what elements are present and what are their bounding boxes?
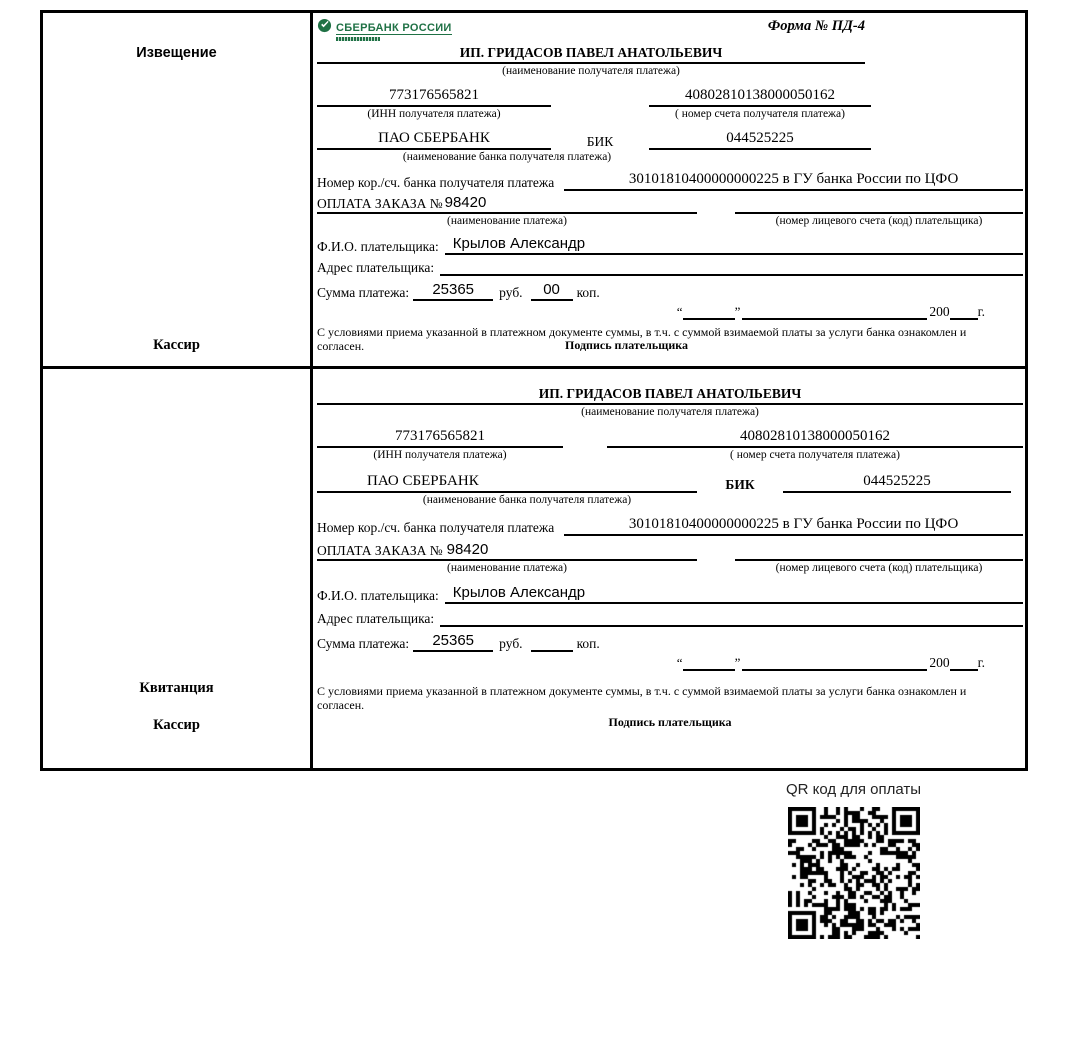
payer-address-label: Адрес плательщика:	[317, 611, 435, 626]
inn-caption: (ИНН получателя платежа)	[373, 449, 507, 461]
section-title: Извещение	[136, 45, 217, 61]
payer-address-value	[440, 257, 1023, 276]
sum-label: Сумма платежа:	[317, 285, 410, 300]
inn-account-row	[317, 86, 1023, 123]
payer-signature-label: Подпись плательщика	[565, 338, 688, 352]
recipient-caption: (наименование получателя платежа)	[581, 406, 759, 418]
month-line	[742, 669, 927, 671]
year-prefix: 200	[929, 304, 950, 319]
recipient-name: ИП. ГРИДАСОВ ПАВЕЛ АНАТОЛЬЕВИЧ	[317, 44, 865, 64]
payer-name-value: Крылов Александр	[445, 234, 1023, 255]
receipt-side-cell	[43, 369, 313, 768]
header-row	[317, 18, 1023, 44]
sberbank-logo	[317, 18, 452, 41]
inn-caption: (ИНН получателя платежа)	[367, 108, 501, 120]
quote-open: “	[676, 655, 683, 670]
date-row	[317, 654, 985, 671]
rub-unit: руб.	[499, 636, 523, 651]
day-line	[683, 669, 735, 671]
account-caption: ( номер счета получателя платежа)	[730, 449, 900, 461]
quote-close: ”	[734, 304, 741, 319]
quote-open: “	[676, 304, 683, 319]
sum-kop-value: 00	[531, 280, 573, 301]
purpose-prefix: ОПЛАТА ЗАКАЗА №	[317, 196, 443, 211]
purpose-prefix: ОПЛАТА ЗАКАЗА №	[317, 543, 443, 558]
sum-label: Сумма платежа:	[317, 636, 410, 651]
cashier-label: Кассир	[153, 717, 200, 733]
month-line	[742, 318, 927, 320]
day-line	[683, 318, 735, 320]
corr-account-row	[317, 515, 1023, 536]
notice-main-cell	[313, 13, 1025, 366]
qr-label: QR код для оплаты	[786, 781, 922, 798]
personal-account-caption: (номер лицевого счета (код) плательщика)	[775, 215, 983, 227]
quote-close: ”	[734, 655, 741, 670]
account-caption: ( номер счета получателя платежа)	[675, 108, 845, 120]
year-prefix: 200	[929, 655, 950, 670]
corr-account-label: Номер кор./сч. банка получателя платежа	[317, 520, 555, 535]
personal-account-caption: (номер лицевого счета (код) плательщика)	[775, 562, 983, 574]
bank-name-value: ПАО СБЕРБАНК	[317, 129, 551, 150]
year-suffix: г.	[977, 655, 985, 670]
qr-code	[788, 807, 920, 939]
kop-unit: коп.	[576, 285, 600, 300]
payer-name-value: Крылов Александр	[445, 583, 1023, 604]
payer-address-label: Адрес плательщика:	[317, 260, 435, 275]
year-suffix: г.	[977, 304, 985, 319]
account-value: 40802810138000050162	[607, 427, 1023, 448]
payer-name-label: Ф.И.О. плательщика:	[317, 239, 439, 254]
bik-value: 044525225	[649, 129, 871, 150]
agreement-text: С условиями приема указанной в платежном документе суммы, в т.ч. с суммой взимаемой платы за услуги банка ознакомлен и согласен.	[317, 325, 967, 353]
kop-unit: коп.	[576, 636, 600, 651]
sberbank-tagline-bar	[336, 37, 380, 41]
purpose-caption: (наименование платежа)	[447, 562, 567, 574]
year-line	[950, 669, 978, 671]
recipient-name: ИП. ГРИДАСОВ ПАВЕЛ АНАТОЛЬЕВИЧ	[317, 385, 1023, 405]
order-number-value: 98420	[444, 194, 487, 211]
agreement-block	[317, 326, 1023, 353]
sberbank-emblem-icon	[317, 18, 332, 33]
payer-address-row	[317, 257, 1023, 276]
sum-rub-value: 25365	[413, 631, 493, 652]
corr-account-label: Номер кор./сч. банка получателя платежа	[317, 175, 555, 190]
sum-kop-value	[531, 633, 573, 652]
payment-purpose-row	[317, 193, 1023, 214]
sum-row	[317, 280, 1023, 301]
bik-value: 044525225	[783, 472, 1011, 493]
sum-rub-value: 25365	[413, 280, 493, 301]
sberbank-brand-text: СБЕРБАНК РОССИИ	[336, 22, 452, 34]
agreement-text: С условиями приема указанной в платежном документе суммы, в т.ч. с суммой взимаемой платы за услуги банка ознакомлен и согласен.	[317, 684, 967, 712]
receipt-section	[40, 366, 1028, 771]
date-row	[317, 303, 985, 320]
bank-name-value: ПАО СБЕРБАНК	[317, 472, 697, 493]
payer-address-row	[317, 608, 1023, 627]
cashier-label: Кассир	[153, 337, 200, 353]
bank-caption: (наименование банка получателя платежа)	[402, 151, 612, 163]
bank-caption: (наименование банка получателя платежа)	[422, 494, 632, 506]
corr-account-value: 30101810400000000225 в ГУ банка России по ЦФО	[564, 515, 1023, 536]
payer-name-label: Ф.И.О. плательщика:	[317, 588, 439, 603]
sum-row	[317, 631, 1023, 652]
corr-account-row	[317, 170, 1023, 191]
payer-signature-label: Подпись плательщика	[608, 715, 732, 729]
notice-section	[40, 10, 1028, 369]
payment-purpose-row	[317, 540, 1023, 561]
recipient-caption: (наименование получателя платежа)	[502, 65, 680, 77]
account-value: 40802810138000050162	[649, 86, 871, 107]
payer-address-value	[440, 608, 1023, 627]
order-number-value: 98420	[446, 541, 489, 558]
notice-side-cell	[43, 13, 313, 366]
inn-account-row	[317, 427, 1023, 464]
section-title: Квитанция	[139, 680, 214, 696]
corr-account-value: 30101810400000000225 в ГУ банка России по ЦФО	[564, 170, 1023, 191]
bank-bik-row	[317, 472, 1023, 493]
purpose-caption: (наименование платежа)	[447, 215, 567, 227]
bik-label: БИК	[725, 477, 755, 492]
bik-label: БИК	[586, 134, 614, 149]
payer-name-row	[317, 234, 1023, 255]
inn-value: 773176565821	[317, 427, 563, 448]
rub-unit: руб.	[499, 285, 523, 300]
qr-payment-block	[786, 781, 921, 939]
bank-bik-row	[317, 129, 1023, 150]
receipt-main-cell	[313, 369, 1025, 768]
payer-name-row	[317, 583, 1023, 604]
form-number: Форма № ПД-4	[767, 18, 865, 34]
year-line	[950, 318, 978, 320]
inn-value: 773176565821	[317, 86, 551, 107]
